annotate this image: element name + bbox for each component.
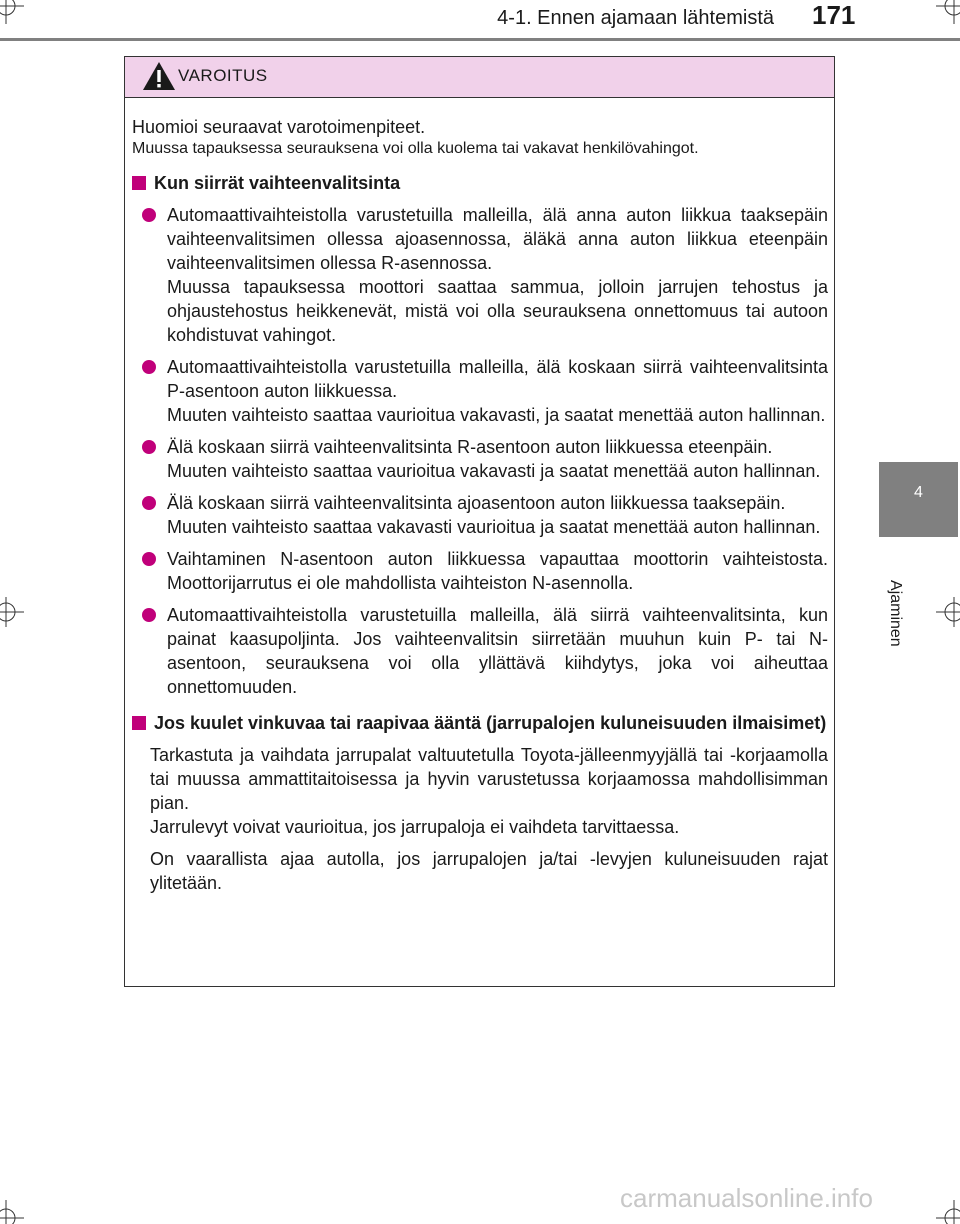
paragraph-note: Jarrulevyt voivat vaurioitua, jos jarrupaloja ei vaihdeta tarvittaessa. [150,817,680,837]
bullet-text: Älä koskaan siirrä vaihteenvalitsinta R-asentoon auton liikkuessa eteenpäin. [167,437,773,457]
warning-header [125,57,834,98]
section-heading-brake-pads [132,711,828,735]
crop-mark-left-middle [0,597,30,627]
round-bullet-icon [142,552,156,566]
crop-mark-bottom-left [0,1194,30,1224]
warning-intro-consequence: Muussa tapauksessa seurauksena voi olla kuolema tai vakavat henkilövahingot. [132,140,699,157]
paragraph [132,847,828,895]
crop-mark-right-middle [930,597,960,627]
chapter-label-container [872,580,912,647]
bullet-note: Muuten vaihteisto saattaa vakavasti vaurioitua ja saatat menettää auton hallinnan. [167,517,821,537]
list-item [132,491,828,539]
watermark: carmanualsonline.info [620,1183,873,1213]
warning-intro: Huomioi seuraavat varotoimenpiteet. [132,117,426,137]
header-rule [0,38,960,41]
paragraph-text: On vaarallista ajaa autolla, jos jarrupalojen ja/tai -levyjen kuluneisuuden rajat ylitetään. [150,849,828,893]
bullet-note: Muussa tapauksessa moottori saattaa sammua, jolloin jarrujen tehostus ja ohjaustehostus heikkenevät, mistä voi olla seurauksena onnettomuus tai autoon kohdistuvat vahingot. [167,277,828,345]
square-bullet-icon [132,176,146,190]
bullet-text: Automaattivaihteistolla varustetuilla malleilla, älä koskaan siirrä vaihteenvalitsinta P-asentoon auton liikkuessa. [167,357,828,401]
round-bullet-icon [142,360,156,374]
bullet-note: Muuten vaihteisto saattaa vaurioitua vakavasti, ja saatat menettää auton hallinnan. [167,405,826,425]
bullet-text: Vaihtaminen N-asentoon auton liikkuessa vapauttaa moottorin vaihteistosta. Moottorijarrutus ei ole mahdollista vaihteiston N-asennolla. [167,549,828,593]
chapter-label: Ajaminen [887,580,904,647]
list-item [132,203,828,347]
crop-mark-top-right [930,0,960,30]
chapter-number: 4 [914,484,923,501]
square-bullet-icon [132,716,146,730]
warning-title: VAROITUS [178,66,268,85]
section-header-title: 4-1. Ennen ajamaan lähtemistä [497,7,774,29]
bullet-text: Automaattivaihteistolla varustetuilla malleilla, älä siirrä vaihteenvalitsinta, kun painat kaasupoljinta. Jos vaihteenvalitsin siirretään muuhun kuin P- tai N-asentoon, seurauksena voi olla yllättävä kiihdytys, joka voi aiheuttaa onnettomuuden. [167,605,828,697]
section-heading-text: Jos kuulet vinkuvaa tai raapivaa ääntä (jarrupalojen kuluneisuuden ilmaisimet) [154,713,827,733]
bullet-note: Muuten vaihteisto saattaa vaurioitua vakavasti ja saatat menettää auton hallinnan. [167,461,821,481]
chapter-tab [879,462,958,537]
list-item [132,603,828,699]
warning-triangle-icon [142,61,176,91]
crop-mark-bottom-right [930,1194,960,1224]
list-item [132,547,828,595]
page-number: 171 [812,0,856,30]
round-bullet-icon [142,496,156,510]
warning-box [124,56,835,987]
list-item [132,435,828,483]
bullet-text: Älä koskaan siirrä vaihteenvalitsinta ajoasentoon auton liikkuessa taaksepäin. [167,493,786,513]
warning-body [132,115,828,895]
round-bullet-icon [142,608,156,622]
round-bullet-icon [142,440,156,454]
bullet-text: Automaattivaihteistolla varustetuilla malleilla, älä anna auton liikkua taaksepäin vaihteenvalitsimen ollessa ajoasennossa, äläkä anna auton liikkua eteenpäin vaihteenvalitsimen ollessa R-asennossa. [167,205,828,273]
paragraph-text: Tarkastuta ja vaihdata jarrupalat valtuutetulla Toyota-jälleenmyyjällä tai -korjaamolla tai muussa ammattitaitoisessa ja hyvin varustetussa korjaamossa mahdollisimman pian. [150,745,828,813]
crop-mark-top-left [0,0,30,30]
section-heading-text: Kun siirrät vaihteenvalitsinta [154,173,401,193]
paragraph [132,743,828,839]
section-heading-gear-shift [132,171,828,195]
list-item [132,355,828,427]
round-bullet-icon [142,208,156,222]
